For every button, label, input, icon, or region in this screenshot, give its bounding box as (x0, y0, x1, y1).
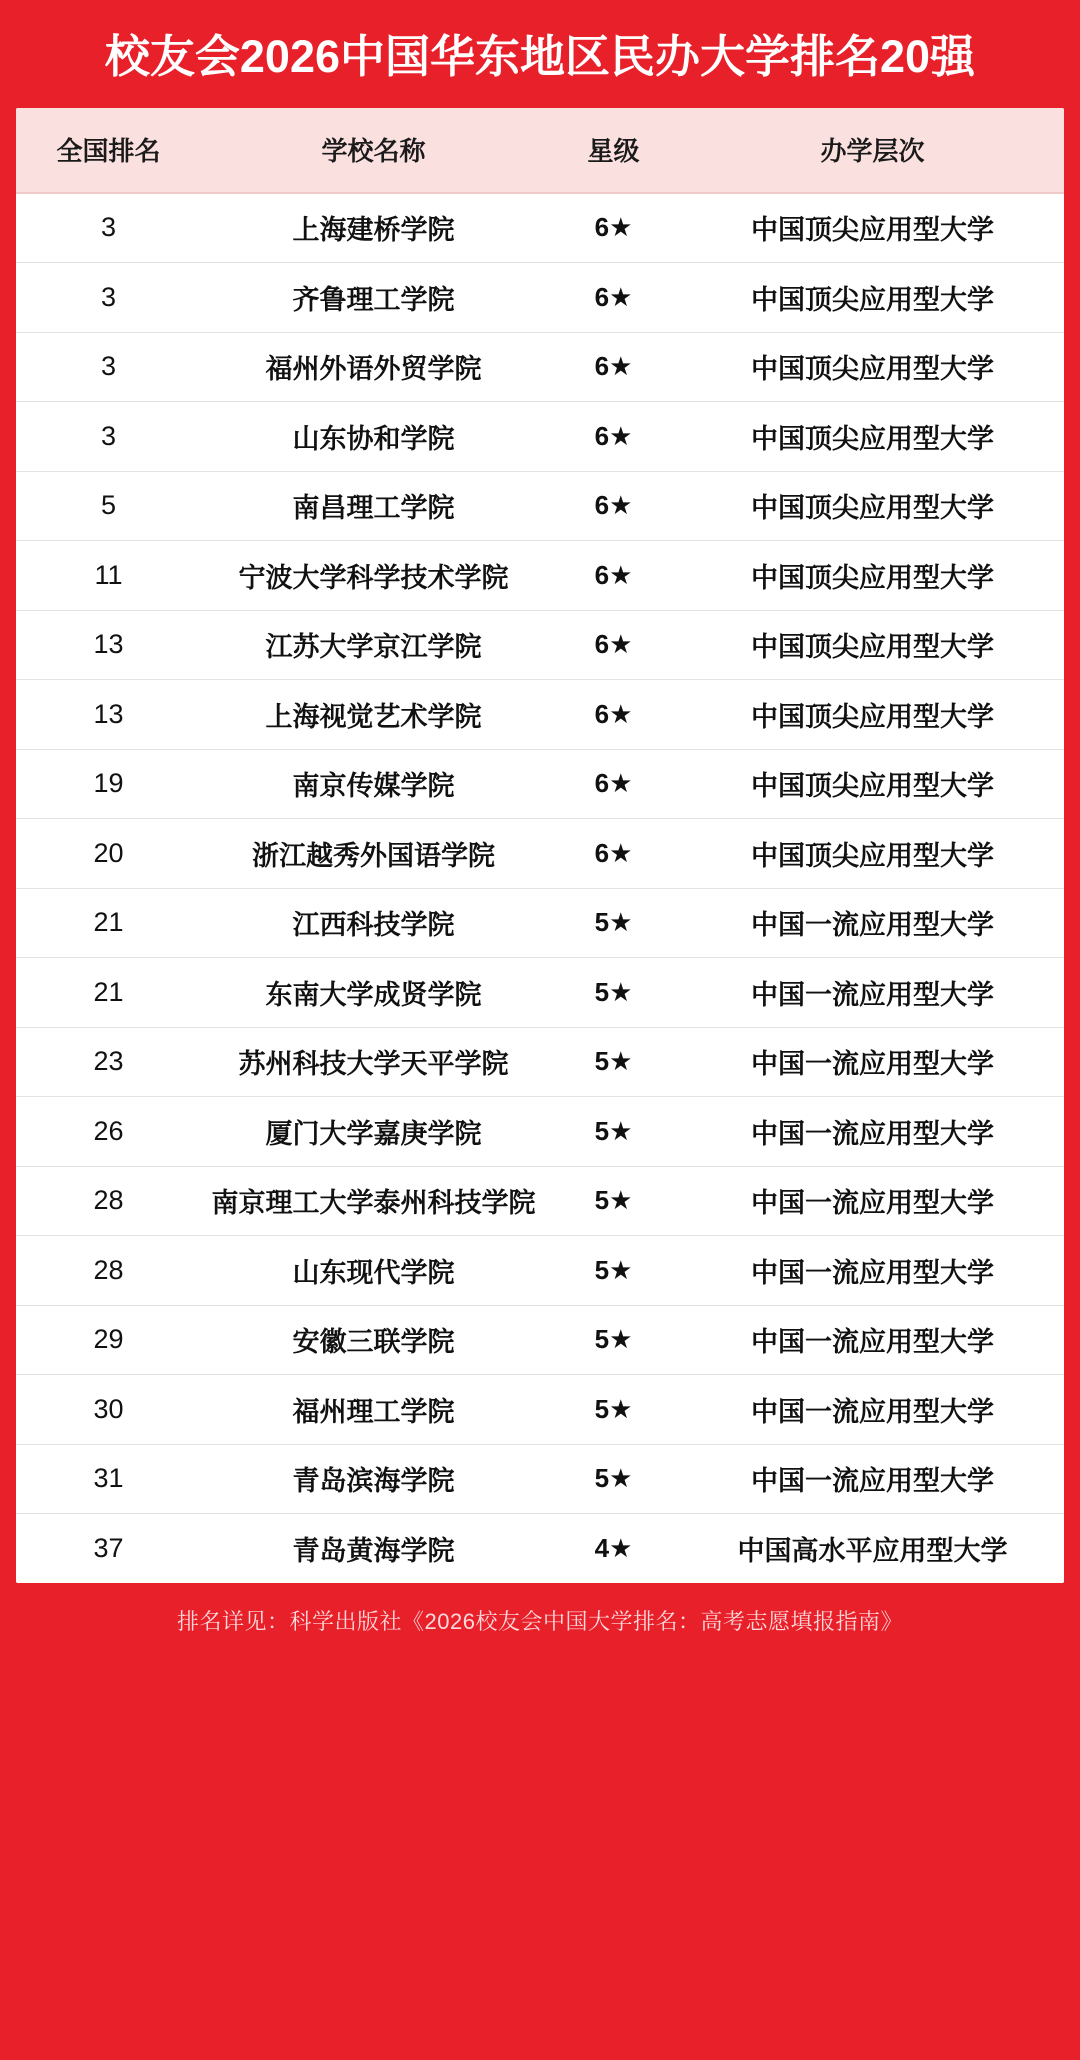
cell-star: 6★ (546, 819, 681, 889)
cell-school-name: 苏州科技大学天平学院 (201, 1027, 546, 1097)
cell-rank: 13 (16, 680, 201, 750)
cell-star: 5★ (546, 1444, 681, 1514)
cell-star: 4★ (546, 1514, 681, 1583)
cell-level: 中国顶尖应用型大学 (681, 471, 1064, 541)
footer-note: 排名详见：科学出版社《2026校友会中国大学排名：高考志愿填报指南》 (177, 1608, 903, 1634)
table-row (16, 680, 1064, 750)
cell-school-name: 浙江越秀外国语学院 (201, 819, 546, 889)
cell-level: 中国一流应用型大学 (681, 1305, 1064, 1375)
cell-level: 中国一流应用型大学 (681, 888, 1064, 958)
cell-school-name: 南京传媒学院 (201, 749, 546, 819)
table-row (16, 1305, 1064, 1375)
cell-rank: 20 (16, 819, 201, 889)
cell-level: 中国高水平应用型大学 (681, 1514, 1064, 1583)
cell-rank: 30 (16, 1375, 201, 1445)
cell-star: 5★ (546, 1375, 681, 1445)
cell-star: 5★ (546, 1305, 681, 1375)
table-row (16, 749, 1064, 819)
cell-school-name: 江西科技学院 (201, 888, 546, 958)
cell-rank: 29 (16, 1305, 201, 1375)
table-row (16, 193, 1064, 263)
cell-school-name: 上海视觉艺术学院 (201, 680, 546, 750)
cell-rank: 5 (16, 471, 201, 541)
column-header-school-name: 学校名称 (201, 108, 546, 193)
cell-school-name: 南昌理工学院 (201, 471, 546, 541)
table-row (16, 610, 1064, 680)
table-row (16, 819, 1064, 889)
cell-school-name: 福州外语外贸学院 (201, 332, 546, 402)
table-row (16, 1444, 1064, 1514)
cell-level: 中国一流应用型大学 (681, 1236, 1064, 1306)
cell-school-name: 上海建桥学院 (201, 193, 546, 263)
cell-rank: 31 (16, 1444, 201, 1514)
cell-level: 中国顶尖应用型大学 (681, 263, 1064, 333)
cell-level: 中国一流应用型大学 (681, 1444, 1064, 1514)
table-row (16, 1097, 1064, 1167)
table-header-row (16, 108, 1064, 193)
table-row (16, 332, 1064, 402)
cell-star: 5★ (546, 1166, 681, 1236)
cell-school-name: 安徽三联学院 (201, 1305, 546, 1375)
cell-school-name: 山东协和学院 (201, 402, 546, 472)
cell-school-name: 青岛滨海学院 (201, 1444, 546, 1514)
cell-rank: 28 (16, 1166, 201, 1236)
cell-rank: 19 (16, 749, 201, 819)
cell-star: 5★ (546, 958, 681, 1028)
cell-school-name: 福州理工学院 (201, 1375, 546, 1445)
cell-rank: 21 (16, 888, 201, 958)
cell-rank: 23 (16, 1027, 201, 1097)
cell-rank: 3 (16, 332, 201, 402)
table-row (16, 1375, 1064, 1445)
cell-star: 6★ (546, 402, 681, 472)
cell-rank: 26 (16, 1097, 201, 1167)
cell-star: 6★ (546, 610, 681, 680)
cell-level: 中国一流应用型大学 (681, 1375, 1064, 1445)
cell-level: 中国顶尖应用型大学 (681, 610, 1064, 680)
table-row (16, 1027, 1064, 1097)
cell-star: 5★ (546, 1236, 681, 1306)
table-row (16, 471, 1064, 541)
cell-level: 中国一流应用型大学 (681, 958, 1064, 1028)
cell-star: 6★ (546, 680, 681, 750)
cell-level: 中国顶尖应用型大学 (681, 819, 1064, 889)
cell-level: 中国顶尖应用型大学 (681, 541, 1064, 611)
cell-star: 5★ (546, 1027, 681, 1097)
table-body (16, 193, 1064, 1583)
column-header-rank: 全国排名 (16, 108, 201, 193)
cell-school-name: 青岛黄海学院 (201, 1514, 546, 1583)
table-row (16, 263, 1064, 333)
cell-level: 中国一流应用型大学 (681, 1166, 1064, 1236)
cell-star: 6★ (546, 471, 681, 541)
table-row (16, 1166, 1064, 1236)
cell-level: 中国顶尖应用型大学 (681, 193, 1064, 263)
table-row (16, 402, 1064, 472)
cell-school-name: 江苏大学京江学院 (201, 610, 546, 680)
cell-star: 6★ (546, 541, 681, 611)
table-header (16, 108, 1064, 193)
column-header-level: 办学层次 (681, 108, 1064, 193)
cell-star: 5★ (546, 888, 681, 958)
table-row (16, 1236, 1064, 1306)
cell-level: 中国顶尖应用型大学 (681, 402, 1064, 472)
cell-rank: 13 (16, 610, 201, 680)
cell-rank: 28 (16, 1236, 201, 1306)
cell-rank: 3 (16, 193, 201, 263)
cell-school-name: 南京理工大学泰州科技学院 (201, 1166, 546, 1236)
cell-rank: 3 (16, 263, 201, 333)
cell-school-name: 齐鲁理工学院 (201, 263, 546, 333)
cell-star: 6★ (546, 193, 681, 263)
cell-star: 6★ (546, 749, 681, 819)
table-row (16, 1514, 1064, 1583)
cell-level: 中国一流应用型大学 (681, 1027, 1064, 1097)
cell-rank: 37 (16, 1514, 201, 1583)
cell-rank: 21 (16, 958, 201, 1028)
cell-school-name: 山东现代学院 (201, 1236, 546, 1306)
cell-star: 6★ (546, 263, 681, 333)
column-header-star: 星级 (546, 108, 681, 193)
cell-level: 中国顶尖应用型大学 (681, 332, 1064, 402)
ranking-table-container (16, 108, 1064, 1583)
table-row (16, 958, 1064, 1028)
table-row (16, 541, 1064, 611)
cell-school-name: 东南大学成贤学院 (201, 958, 546, 1028)
cell-school-name: 厦门大学嘉庚学院 (201, 1097, 546, 1167)
cell-star: 6★ (546, 332, 681, 402)
table-row (16, 888, 1064, 958)
cell-rank: 11 (16, 541, 201, 611)
cell-school-name: 宁波大学科学技术学院 (201, 541, 546, 611)
cell-level: 中国顶尖应用型大学 (681, 680, 1064, 750)
cell-level: 中国一流应用型大学 (681, 1097, 1064, 1167)
ranking-table (16, 108, 1064, 1583)
page-title: 校友会2026中国华东地区民办大学排名20强 (104, 31, 976, 82)
cell-star: 5★ (546, 1097, 681, 1167)
cell-level: 中国顶尖应用型大学 (681, 749, 1064, 819)
cell-rank: 3 (16, 402, 201, 472)
